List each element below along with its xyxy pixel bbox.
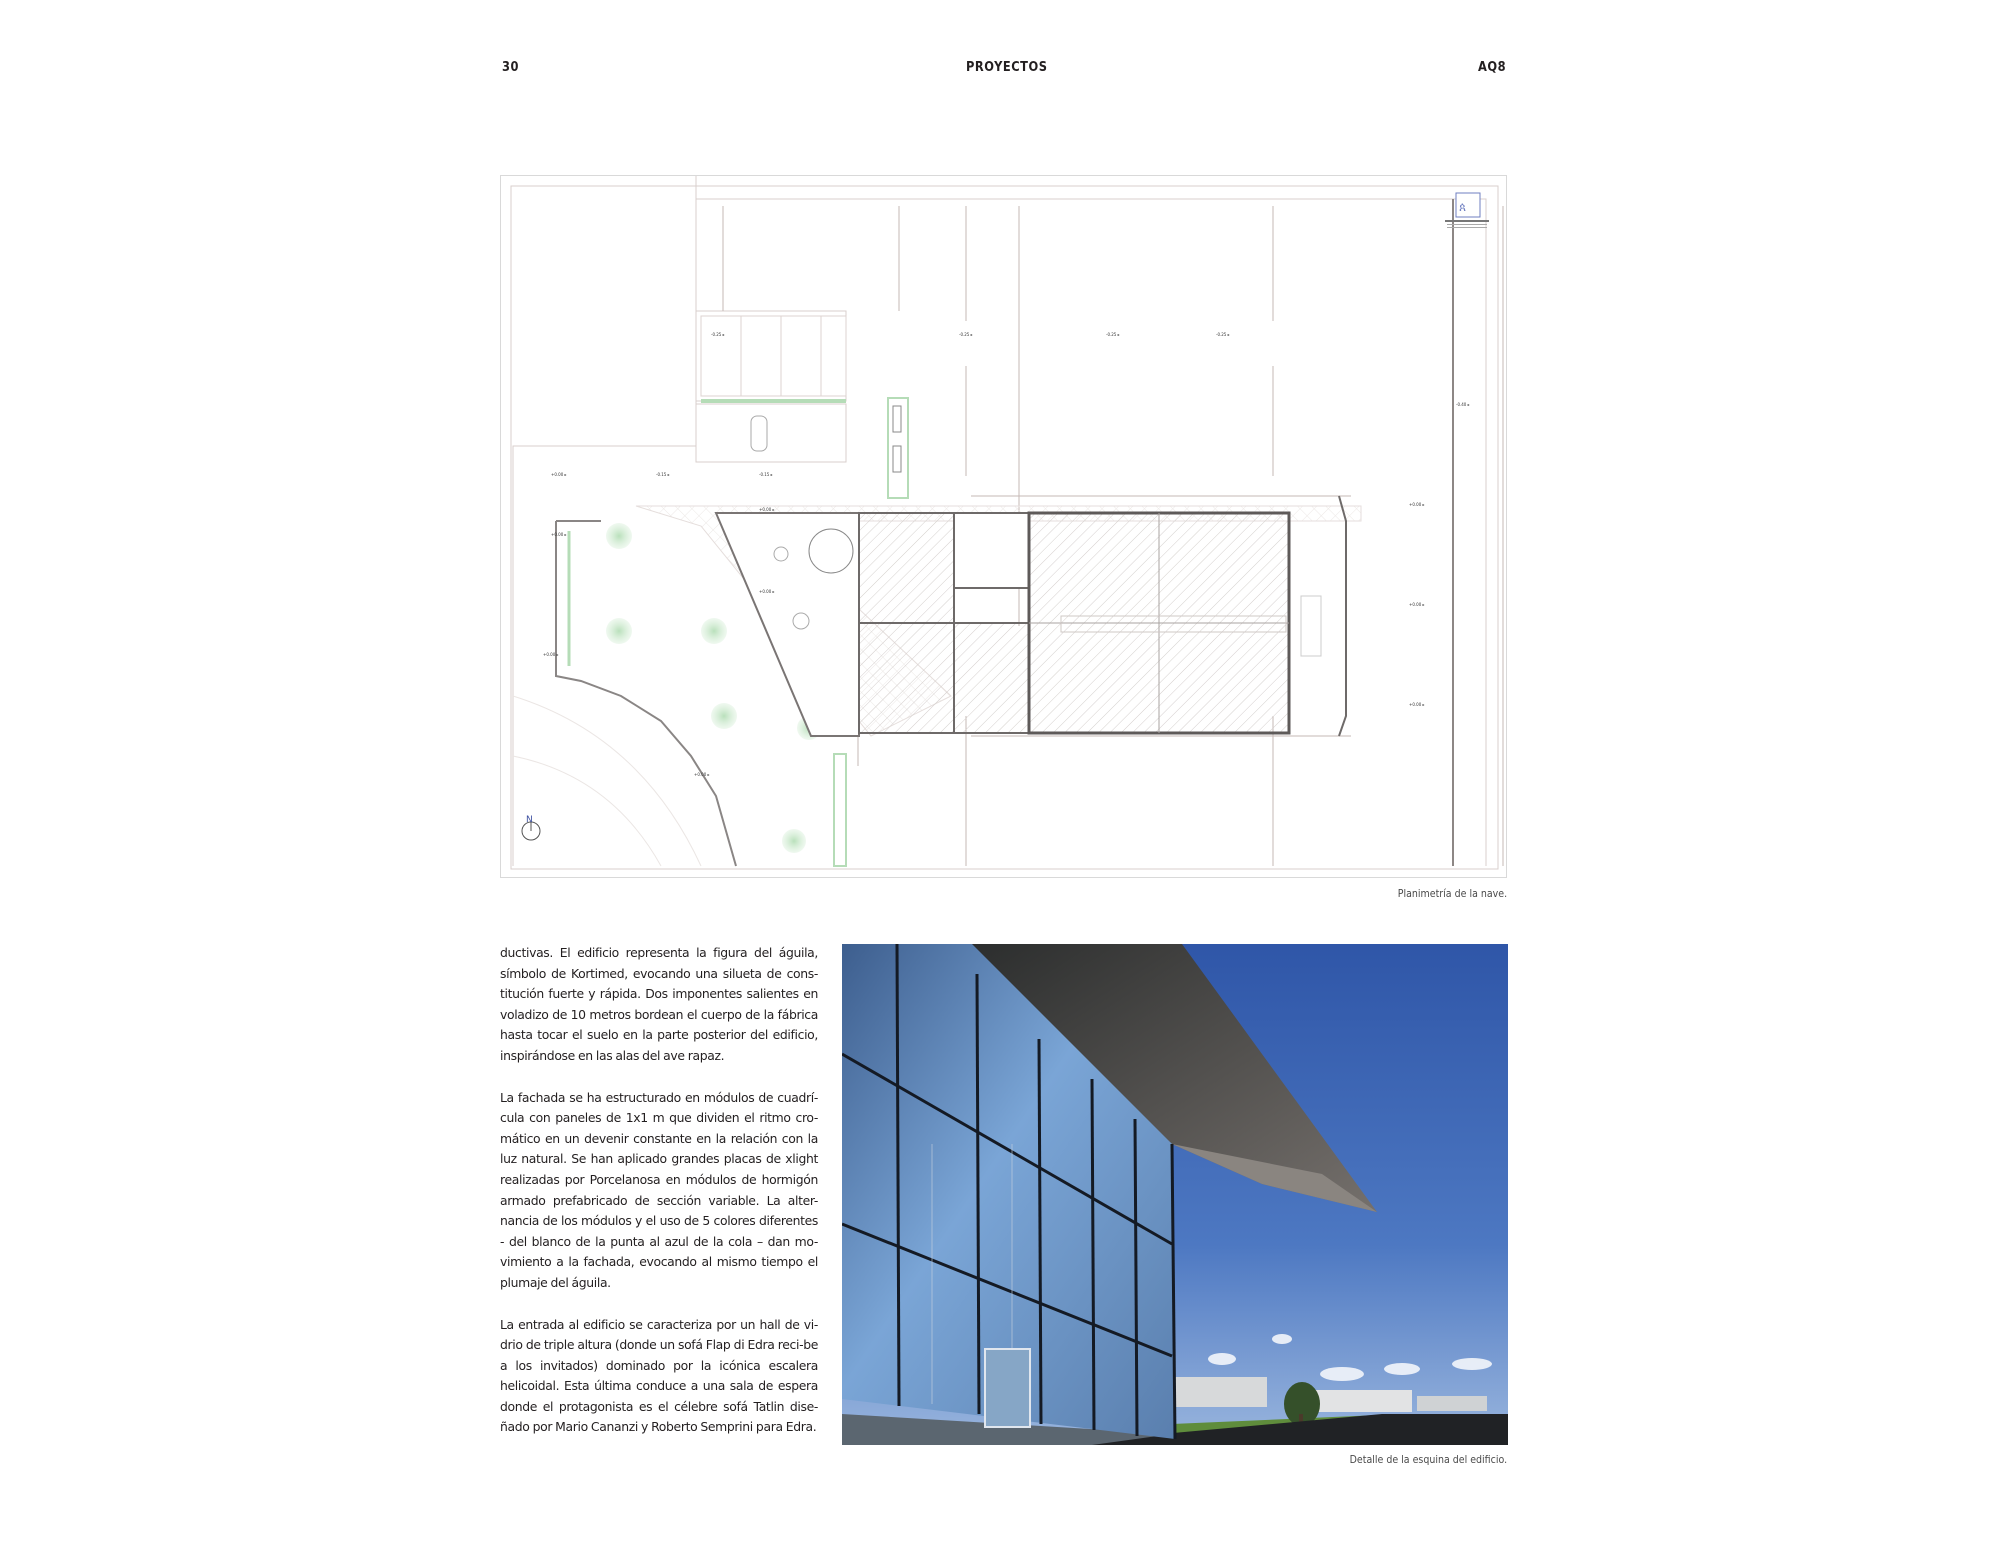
article-paragraph: La entrada al edificio se caracteriza por un hall de vi-drio de triple altura (donde un sofá Flap di Edra reci-be a los invitados) dominado por la icónica escalera helicoidal. Esta última conduce a una sala de espera donde el protagonista es el célebre sofá Tatlin dise-ñado por Mario Cananzi y Roberto Semprini para Edra. xyxy=(500,1316,818,1435)
page-number: 30 xyxy=(502,60,519,75)
svg-text:-0.40 ▸: -0.40 ▸ xyxy=(1456,402,1470,407)
article-paragraph: La fachada se ha estructurado en módulos de cuadrí-cula con paneles de 1x1 m que dividen el ritmo cro-mático en un devenir constante en la relación con la luz natural. Se han aplicado grandes placas de xlight realizadas por Porcelanosa en módulos de hormigón armado prefabricado de sección variable. La alter-nancia de los módulos y el uso de 5 colores diferentes - del blanco de la punta al azul de la cola – dan mo-vimiento a la fachada, evocando al mismo tiempo el plumaje del águila. xyxy=(500,1089,818,1290)
svg-text:+0.00 ▸: +0.00 ▸ xyxy=(1409,702,1425,707)
svg-text:+0.00 ▸: +0.00 ▸ xyxy=(551,472,567,477)
architect-logo-icon xyxy=(1445,193,1489,228)
site-plan-figure xyxy=(500,175,1507,878)
svg-text:-0.25 ▸: -0.25 ▸ xyxy=(959,332,973,337)
svg-text:-0.25 ▸: -0.25 ▸ xyxy=(1216,332,1230,337)
svg-text:-0.25 ▸: -0.25 ▸ xyxy=(1106,332,1120,337)
svg-text:+0.00 ▸: +0.00 ▸ xyxy=(1409,502,1425,507)
article-paragraph: ductivas. El edificio representa la figura del águila, símbolo de Kortimed, evocando una silueta de cons-titución fuerte y rápida. Dos imponentes salientes en voladizo de 10 metros bordean el cuerpo de la fábrica hasta tocar el suelo en la parte posterior del edificio, inspirándose en las alas del ave rapaz. xyxy=(500,945,818,1063)
svg-text:N: N xyxy=(526,815,533,825)
site-plan-drawing xyxy=(501,176,1508,879)
svg-text:ጰ: ጰ xyxy=(1459,200,1467,214)
building-photo-image xyxy=(842,944,1508,1445)
svg-text:-0.15 ▸: -0.15 ▸ xyxy=(759,472,773,477)
building-photo-caption: Detalle de la esquina del edificio. xyxy=(1349,1453,1507,1466)
svg-text:+0.00 ▸: +0.00 ▸ xyxy=(551,532,567,537)
article-body xyxy=(500,943,818,1459)
svg-text:-0.25 ▸: -0.25 ▸ xyxy=(711,332,725,337)
svg-text:+0.00 ▸: +0.00 ▸ xyxy=(759,507,775,512)
svg-text:+0.00 ▸: +0.00 ▸ xyxy=(543,652,559,657)
svg-text:+0.00 ▸: +0.00 ▸ xyxy=(694,772,710,777)
svg-text:+0.00 ▸: +0.00 ▸ xyxy=(759,589,775,594)
svg-text:+0.00 ▸: +0.00 ▸ xyxy=(1409,602,1425,607)
building-photo xyxy=(842,944,1508,1445)
magazine-name: AQ8 xyxy=(1478,60,1507,75)
section-title: PROYECTOS xyxy=(966,60,1048,75)
north-arrow-icon xyxy=(522,815,540,840)
site-plan-caption: Planimetría de la nave. xyxy=(1397,887,1507,900)
svg-text:-0.15 ▸: -0.15 ▸ xyxy=(656,472,670,477)
